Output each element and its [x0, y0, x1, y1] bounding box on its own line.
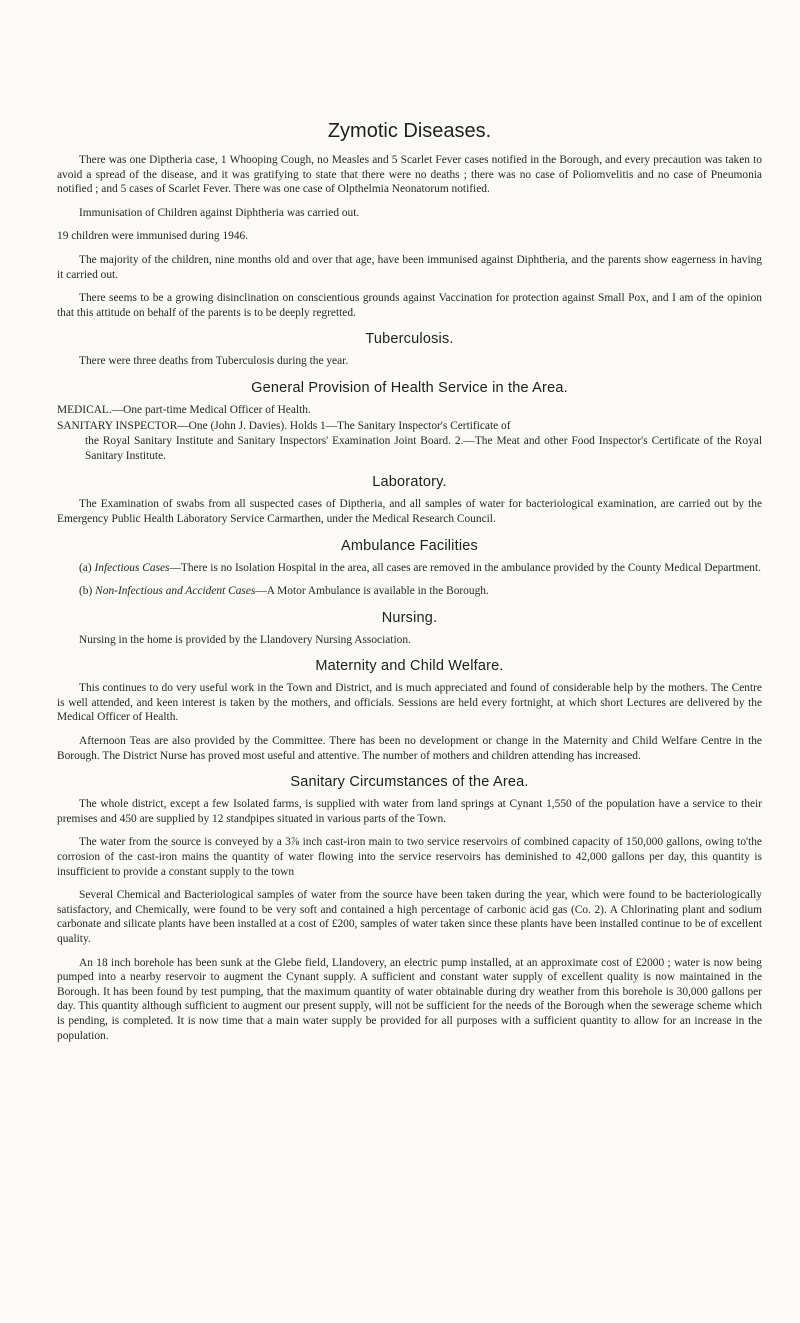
heading-laboratory: Laboratory.	[372, 474, 447, 491]
zymotic-paragraph-4: The majority of the children, nine months old and over that age, have been immunised against Diphtheria, and the parents show eagerness in having it carried out.	[57, 253, 762, 281]
ambulance-item-b-label: (b)	[79, 585, 93, 598]
zymotic-paragraph-1: There was one Diptheria case, 1 Whooping Cough, no Measles and 5 Scarlet Fever cases notified in the Borough, and every precaution was taken to avoid a spread of the disease, and it was gratifying to state that there were no deaths ; there was no case of Poliomvelitis and no case of Pneumonia notified ; and 5 cases of Scarlet Fever. There was one case of Olpthelmia Neonatorum notified.	[57, 154, 762, 196]
zymotic-paragraph-2: Immunisation of Children against Diphtheria was carried out.	[79, 206, 360, 219]
medical-line: MEDICAL.—One part-time Medical Officer of Health.	[57, 403, 311, 416]
ambulance-item-a-title: Infectious Cases	[94, 561, 170, 574]
ambulance-item-a	[57, 561, 762, 576]
sanitary-paragraph-1: The whole district, except a few Isolated farms, is supplied with water from land springs at Cynant 1,550 of the population have a service to their premises and 450 are supplied by 12 standpipes situated in various parts of the Town.	[57, 798, 762, 825]
heading-sanitary-circumstances: Sanitary Circumstances of the Area.	[290, 774, 529, 791]
sanitary-paragraph-3: Several Chemical and Bacteriological samples of water from the source have been taken during the year, which were found to be bacteriologically satisfactory, and Chemically, were found to be very soft and contained a high percentage of carbonic acid gas (Co. 2). A Chlorinating plant and sodium carbonate and silicate plants have been installed at a cost of £200, samples of water taken since these plants have been installed continue to be of excellent quality.	[57, 889, 762, 945]
laboratory-paragraph: The Examination of swabs from all suspected cases of Diptheria, and all samples of water for bacteriological examination, are carried out by the Emergency Public Health Laboratory Service Carmarthen, under the Medical Research Council.	[57, 498, 762, 525]
sanitary-inspector-line: SANITARY INSPECTOR—One (John J. Davies). Holds 1—The Sanitary Inspector's Certificate of	[57, 419, 511, 432]
report-body	[57, 120, 762, 1052]
tuberculosis-paragraph: There were three deaths from Tuberculosis during the year.	[79, 355, 349, 368]
heading-ambulance: Ambulance Facilities	[341, 537, 478, 554]
heading-maternity: Maternity and Child Welfare.	[315, 658, 504, 675]
sanitary-paragraph-2: The water from the source is conveyed by a 3⅞ inch cast-iron main to two service reservoirs of combined capacity of 150,000 gallons, owing to'the corrosion of the cast-iron mains the quantity of water flowing into the service reservoirs has deminished to 42,000 gallons per day, this quantity is insufficient to provide a constant supply to the town	[57, 836, 762, 878]
sanitary-inspector-continuation: the Royal Sanitary Institute and Sanitary Inspectors' Examination Joint Board. 2.—The Meat and other Food Inspector's Certificate of the Royal Sanitary Institute.	[85, 435, 762, 462]
maternity-paragraph-2: Afternoon Teas are also provided by the Committee. There has been no development or change in the Maternity and Child Welfare Centre in the Borough. The District Nurse has proved most useful and attentive. The number of mothers and children attending has increased.	[57, 735, 762, 762]
maternity-paragraph-1: This continues to do very useful work in the Town and District, and is much appreciated and found of considerable help by the mothers. The Centre is well attended, and keen interest is taken by the mothers, and officials. Sessions are held every fortnight, at which short Lectures are delivered by the Medical Officer of Health.	[57, 682, 762, 724]
sanitary-paragraph-4: An 18 inch borehole has been sunk at the Glebe field, Llandovery, an electric pump installed, at an approximate cost of £2000 ; water is now being pumped into a nearby reservoir to augment the Cynant supply. A sufficient and constant water supply of excellent quality is now maintained in the Borough. It has been found by test pumping, that the maximum quantity of water obtainable during dry weather from this borehole is 30,000 gallons per day. This quantity although sufficient to augment our present supply, will not be sufficient for the needs of the Borough when the sewerage scheme which is pending, is completed. It is now time that a main water supply be provided for all purposes with a sufficient quantity to allow for an increase in the population.	[57, 956, 762, 1042]
ambulance-item-b-title: Non-Infectious and Accident Cases	[95, 585, 256, 598]
heading-general-provision: General Provision of Health Service in the Area.	[251, 379, 568, 396]
ambulance-item-a-label: (a)	[79, 561, 92, 574]
ambulance-item-a-text: —There is no Isolation Hospital in the area, all cases are removed in the ambulance provided by the County Medical Department.	[169, 561, 761, 574]
heading-tuberculosis: Tuberculosis.	[365, 331, 454, 348]
heading-zymotic: Zymotic Diseases.	[327, 120, 492, 142]
ambulance-item-b-text: —A Motor Ambulance is available in the Borough.	[255, 585, 489, 598]
nursing-paragraph: Nursing in the home is provided by the Llandovery Nursing Association.	[79, 633, 411, 646]
ambulance-item-b	[57, 584, 762, 599]
zymotic-paragraph-5: There seems to be a growing disinclination on conscientious grounds against Vaccination for protection against Small Pox, and I am of the opinion that this attitude on behalf of the parents is to be deeply regretted.	[57, 292, 762, 319]
heading-nursing: Nursing.	[381, 609, 438, 626]
zymotic-paragraph-3: 19 children were immunised during 1946.	[57, 230, 249, 243]
